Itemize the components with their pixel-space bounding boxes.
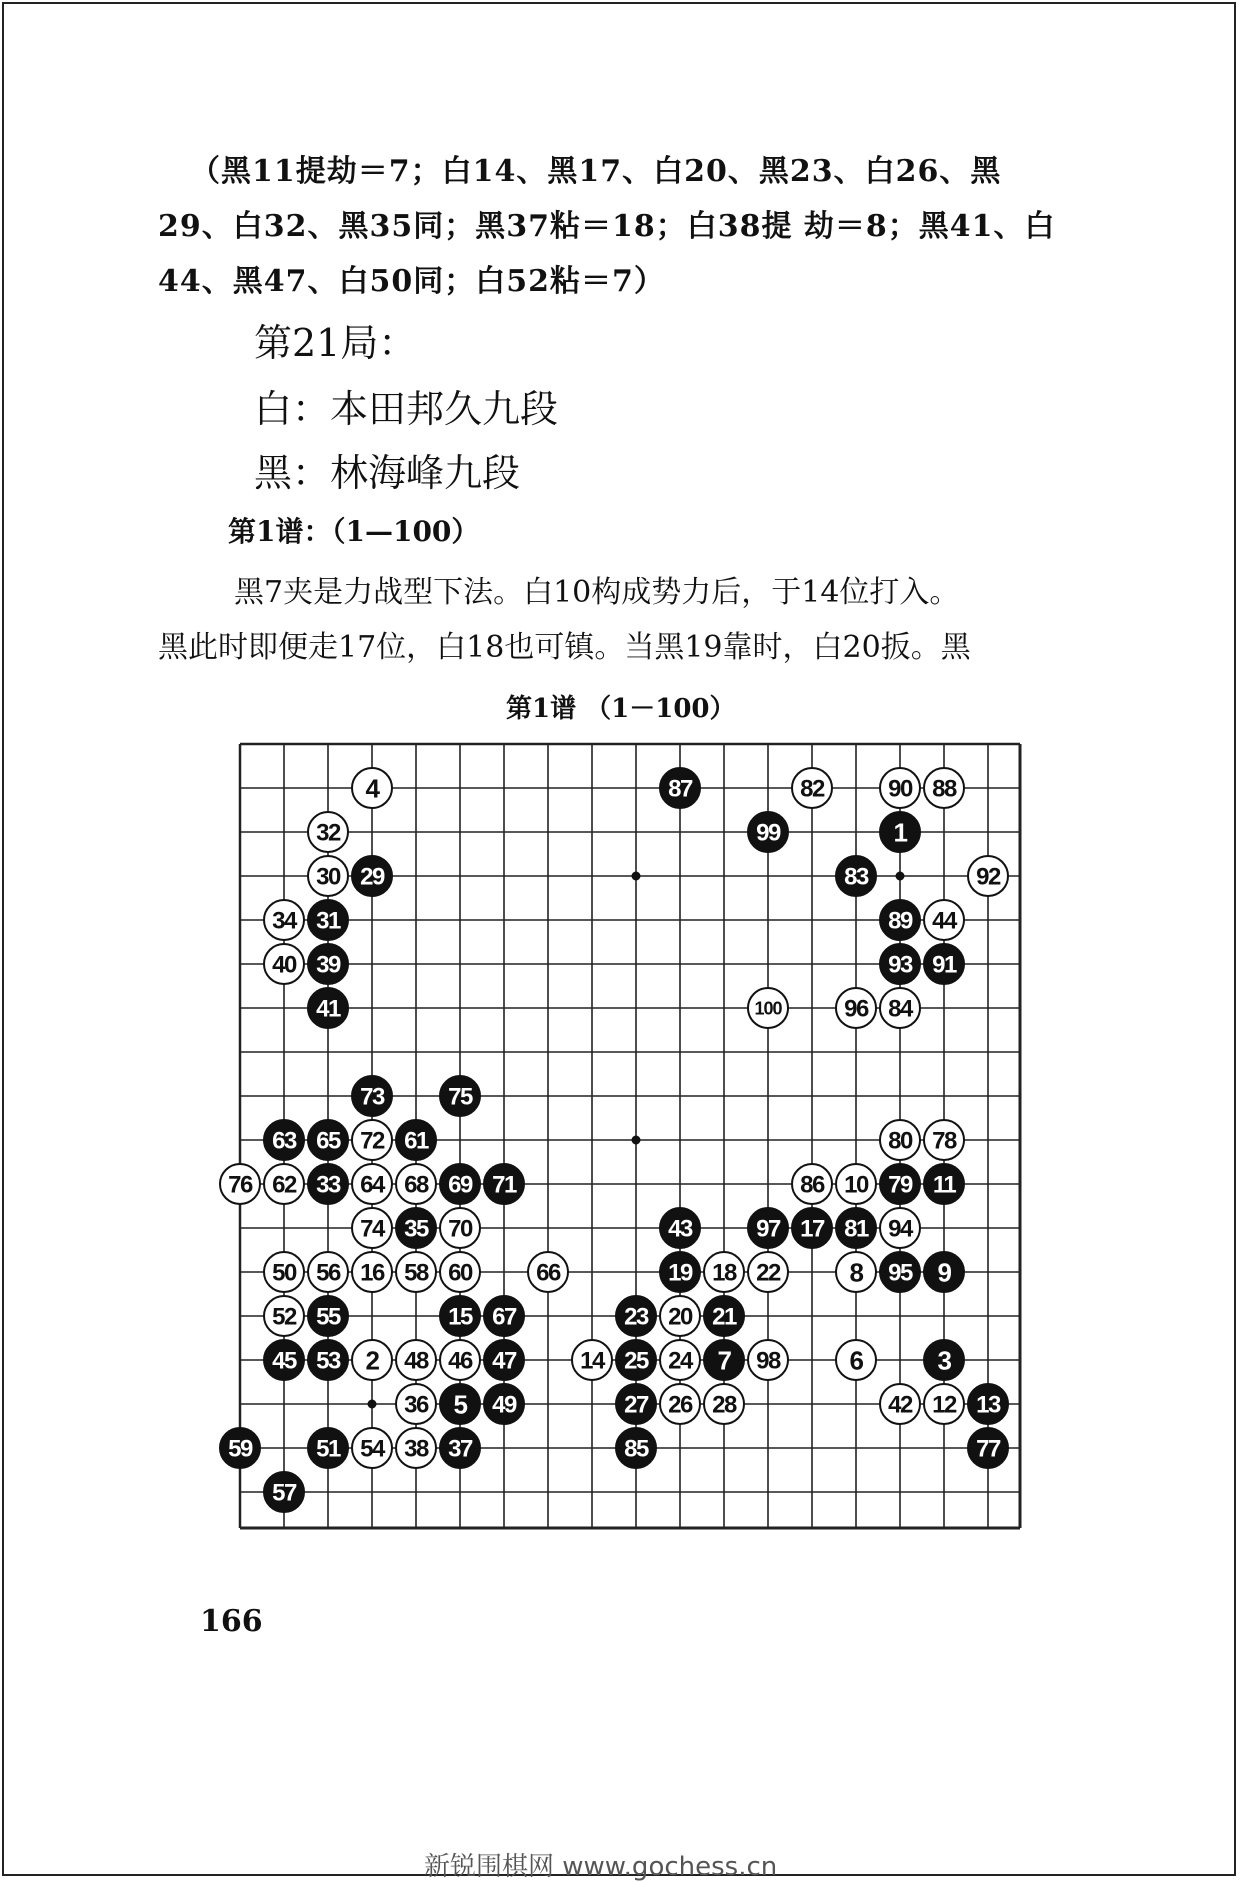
move-number-label: 85 bbox=[624, 1435, 648, 1463]
move-number-label: 80 bbox=[888, 1127, 912, 1155]
move-number-label: 35 bbox=[404, 1215, 428, 1243]
move-number-label: 24 bbox=[668, 1347, 692, 1375]
move-number-label: 38 bbox=[404, 1435, 428, 1463]
move-number-label: 47 bbox=[492, 1347, 516, 1375]
move-number-label: 7 bbox=[717, 1345, 731, 1376]
game-title: 第21局： bbox=[254, 321, 417, 365]
move-number-label: 86 bbox=[800, 1171, 824, 1199]
move-number-label: 57 bbox=[272, 1479, 296, 1507]
move-number-label: 61 bbox=[404, 1127, 428, 1155]
move-number-label: 89 bbox=[888, 907, 912, 935]
move-number-label: 10 bbox=[844, 1171, 868, 1199]
move-number-label: 11 bbox=[932, 1171, 956, 1199]
move-number-label: 98 bbox=[756, 1347, 780, 1375]
move-number-label: 32 bbox=[316, 819, 340, 847]
move-number-label: 100 bbox=[754, 998, 782, 1019]
move-number-label: 84 bbox=[888, 995, 912, 1023]
move-number-label: 40 bbox=[272, 951, 296, 979]
move-number-label: 97 bbox=[756, 1215, 780, 1243]
move-number-label: 93 bbox=[888, 951, 912, 979]
move-number-label: 34 bbox=[272, 907, 296, 935]
move-number-label: 9 bbox=[937, 1257, 951, 1288]
move-number-label: 53 bbox=[316, 1347, 340, 1375]
move-number-label: 94 bbox=[888, 1215, 912, 1243]
move-number-label: 22 bbox=[756, 1259, 780, 1287]
move-number-label: 67 bbox=[492, 1303, 516, 1331]
move-number-label: 90 bbox=[888, 775, 912, 803]
move-number-label: 41 bbox=[316, 995, 340, 1023]
move-number-label: 91 bbox=[932, 951, 956, 979]
move-number-label: 82 bbox=[800, 775, 824, 803]
move-number-label: 99 bbox=[756, 819, 780, 847]
move-number-label: 87 bbox=[668, 775, 692, 803]
move-number-label: 88 bbox=[932, 775, 956, 803]
move-number-label: 70 bbox=[448, 1215, 472, 1243]
move-number-label: 75 bbox=[448, 1083, 472, 1111]
move-number-label: 1 bbox=[893, 817, 907, 848]
move-number-label: 66 bbox=[536, 1259, 560, 1287]
move-number-label: 92 bbox=[976, 863, 1000, 891]
white-player: 白：本田邦久九段 bbox=[254, 387, 559, 431]
move-number-label: 55 bbox=[316, 1303, 340, 1331]
note-line-2: 29、白32、黑35同；黑37粘＝18；白38提 劫＝8；黑41、白 bbox=[158, 209, 1056, 244]
commentary-line-2: 黑此时即便走17位，白18也可镇。当黑19靠时，白20扳。黑 bbox=[158, 630, 971, 665]
move-number-label: 30 bbox=[316, 863, 340, 891]
move-number-label: 13 bbox=[976, 1391, 1000, 1419]
move-number-label: 21 bbox=[712, 1303, 736, 1331]
move-number-label: 69 bbox=[448, 1171, 472, 1199]
move-number-label: 29 bbox=[360, 863, 384, 891]
move-number-label: 48 bbox=[404, 1347, 428, 1375]
move-number-label: 20 bbox=[668, 1303, 692, 1331]
diagram-caption: 第1谱 （1－100） bbox=[506, 694, 736, 724]
move-number-label: 50 bbox=[272, 1259, 296, 1287]
move-number-label: 26 bbox=[668, 1391, 692, 1419]
note-line-3: 44、黑47、白50同；白52粘＝7） bbox=[158, 264, 665, 299]
move-number-label: 60 bbox=[448, 1259, 472, 1287]
move-number-label: 39 bbox=[316, 951, 340, 979]
move-number-label: 49 bbox=[492, 1391, 516, 1419]
move-number-label: 19 bbox=[668, 1259, 692, 1287]
move-number-label: 68 bbox=[404, 1171, 428, 1199]
hoshi-point bbox=[896, 872, 905, 881]
hoshi-point bbox=[632, 1136, 641, 1145]
figure-heading: 第1谱：（1—100） bbox=[228, 515, 480, 548]
move-number-label: 58 bbox=[404, 1259, 428, 1287]
move-number-label: 65 bbox=[316, 1127, 340, 1155]
move-number-label: 15 bbox=[448, 1303, 472, 1331]
hoshi-point bbox=[368, 1400, 377, 1409]
move-number-label: 5 bbox=[453, 1389, 467, 1420]
move-number-label: 81 bbox=[844, 1215, 868, 1243]
move-number-label: 76 bbox=[228, 1171, 252, 1199]
commentary-line-1: 黑7夹是力战型下法。白10构成势力后，于14位打入。 bbox=[234, 575, 960, 610]
move-number-label: 52 bbox=[272, 1303, 296, 1331]
move-number-label: 43 bbox=[668, 1215, 692, 1243]
move-number-label: 78 bbox=[932, 1127, 956, 1155]
move-number-label: 79 bbox=[888, 1171, 912, 1199]
move-number-label: 3 bbox=[937, 1345, 951, 1376]
move-number-label: 2 bbox=[365, 1345, 379, 1376]
note-line-1: （黑11提劫＝7；白14、黑17、白20、黑23、白26、黑 bbox=[190, 154, 1002, 189]
move-number-label: 74 bbox=[360, 1215, 384, 1243]
move-number-label: 83 bbox=[844, 863, 868, 891]
move-number-label: 16 bbox=[360, 1259, 384, 1287]
black-player: 黑：林海峰九段 bbox=[254, 451, 521, 495]
hoshi-point bbox=[632, 872, 641, 881]
move-number-label: 12 bbox=[932, 1391, 956, 1419]
move-number-label: 8 bbox=[849, 1257, 863, 1288]
watermark: 新锐围棋网 www.gochess.cn bbox=[424, 1852, 778, 1882]
move-number-label: 31 bbox=[316, 907, 340, 935]
page-number: 166 bbox=[200, 1604, 263, 1639]
move-number-label: 25 bbox=[624, 1347, 648, 1375]
move-number-label: 36 bbox=[404, 1391, 428, 1419]
move-number-label: 4 bbox=[365, 773, 379, 804]
move-number-label: 77 bbox=[976, 1435, 1000, 1463]
move-number-label: 6 bbox=[849, 1345, 863, 1376]
move-number-label: 17 bbox=[800, 1215, 824, 1243]
move-number-label: 45 bbox=[272, 1347, 296, 1375]
move-number-label: 23 bbox=[624, 1303, 648, 1331]
move-number-label: 71 bbox=[492, 1171, 516, 1199]
move-number-label: 37 bbox=[448, 1435, 472, 1463]
move-number-label: 27 bbox=[624, 1391, 648, 1419]
move-number-label: 64 bbox=[360, 1171, 384, 1199]
move-number-label: 62 bbox=[272, 1171, 296, 1199]
move-number-label: 95 bbox=[888, 1259, 912, 1287]
move-number-label: 42 bbox=[888, 1391, 912, 1419]
move-number-label: 33 bbox=[316, 1171, 340, 1199]
move-number-label: 44 bbox=[932, 907, 956, 935]
move-number-label: 63 bbox=[272, 1127, 296, 1155]
move-number-label: 46 bbox=[448, 1347, 472, 1375]
move-number-label: 56 bbox=[316, 1259, 340, 1287]
move-number-label: 72 bbox=[360, 1127, 384, 1155]
move-number-label: 14 bbox=[580, 1347, 604, 1375]
move-number-label: 28 bbox=[712, 1391, 736, 1419]
move-number-label: 96 bbox=[844, 995, 868, 1023]
move-number-label: 51 bbox=[316, 1435, 340, 1463]
move-number-label: 54 bbox=[360, 1435, 384, 1463]
move-number-label: 73 bbox=[360, 1083, 384, 1111]
move-number-label: 59 bbox=[228, 1435, 252, 1463]
move-number-label: 18 bbox=[712, 1259, 736, 1287]
